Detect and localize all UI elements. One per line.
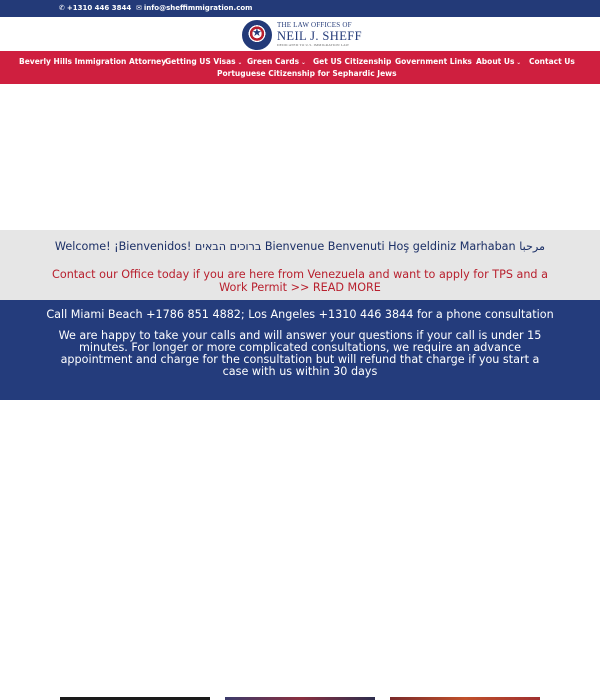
chevron-down-icon: ⌄ — [237, 60, 243, 66]
site-header — [0, 17, 600, 51]
phone-consultation-section — [0, 300, 600, 400]
top-bar — [0, 0, 600, 17]
email-link[interactable] — [136, 4, 252, 12]
nav-item-label: Beverly Hills Immigration Attorney — [19, 57, 167, 66]
logo-line2: NEIL J. SHEFF — [277, 29, 362, 43]
main-nav — [0, 51, 600, 84]
nav-item-label: Green Cards — [247, 57, 300, 66]
phone-number: +1310 446 3844 — [66, 4, 132, 12]
logo-line1: THE LAW OFFICES OF — [277, 21, 352, 29]
consultation-paragraph: We are happy to take your calls and will answer your questions if your call is under 15 minutes. For longer or more complicated consultations, we require an advance appointment and charge for the consultation but will refund that charge if you start a case with us within 30 days — [58, 329, 542, 378]
nav-item-label: Portuguese Citizenship for Sephardic Jews — [217, 69, 397, 78]
site-logo[interactable] — [242, 20, 362, 49]
nav-item-contact-us[interactable] — [529, 56, 575, 68]
nav-item-citizenship[interactable] — [313, 56, 391, 68]
welcome-section — [0, 230, 600, 300]
nav-item-beverly-hills[interactable] — [19, 56, 166, 68]
nav-item-label: Getting US Visas — [165, 57, 236, 66]
nav-item-label: About Us — [476, 57, 515, 66]
envelope-icon: ✉ — [136, 3, 142, 12]
welcome-text: Welcome! ¡Bienvenidos! ברוכים הבאים Bienvenue Benvenuti Hoş geldiniz Marhaban مرحبا — [54, 240, 546, 253]
chevron-down-icon: ⌄ — [301, 60, 306, 66]
nav-item-label: Get US Citizenship — [313, 57, 392, 66]
logo-seal-icon: ★ — [242, 20, 272, 50]
nav-item-label: Government Links — [395, 57, 472, 66]
phone-link[interactable] — [59, 4, 131, 12]
hero-area — [0, 84, 600, 230]
nav-item-about-us[interactable] — [476, 56, 521, 69]
logo-text — [277, 22, 362, 47]
phone-icon: ✆ — [59, 3, 65, 12]
venezuela-tps-link[interactable]: Contact our Office today if you are here from Venezuela and want to apply for TPS and a Work Permit >> READ MORE — [52, 268, 548, 294]
nav-item-label: Contact Us — [529, 57, 575, 66]
chevron-down-icon: ⌄ — [516, 60, 522, 66]
logo-line3: DEDICATED TO U.S. IMMIGRATION LAW — [277, 42, 350, 47]
call-line: Call Miami Beach +1786 851 4882; Los Angeles +1310 446 3844 for a phone consultation — [46, 308, 554, 321]
nav-item-government-links[interactable] — [395, 56, 472, 68]
nav-item-portuguese-citizenship[interactable] — [217, 68, 397, 80]
email-address: info@sheffimmigration.com — [143, 4, 253, 12]
